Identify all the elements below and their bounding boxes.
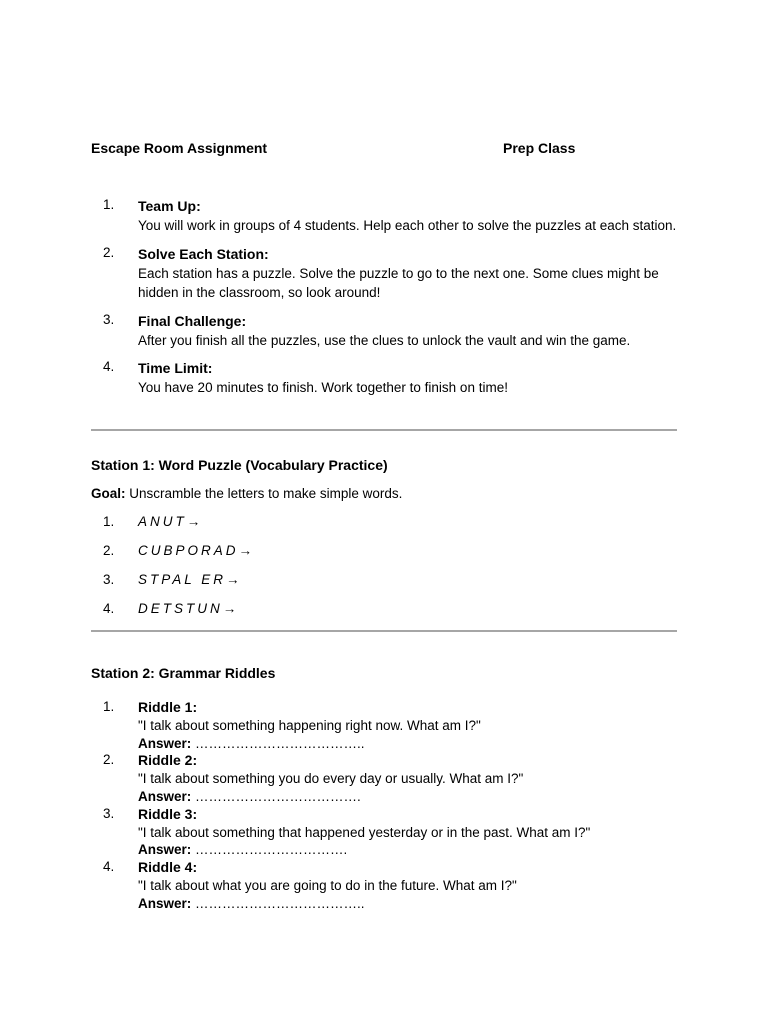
scrambled-word: ANUT→ [138, 514, 204, 529]
answer-line [138, 735, 678, 753]
riddle-title: Riddle 4: [138, 859, 198, 876]
answer-blank: ……………………………. [195, 842, 348, 858]
answer-line [138, 788, 678, 806]
rules-list [91, 197, 681, 407]
answer-line [138, 895, 678, 913]
list-number: 3. [103, 311, 115, 327]
answer-label: Answer: [138, 895, 192, 911]
rule-title: Solve Each Station: [138, 245, 269, 262]
list-number: 2. [103, 752, 115, 768]
list-number: 4. [103, 601, 115, 616]
list-item [91, 752, 681, 805]
scrambled-word: DETSTUN→ [138, 601, 240, 616]
list-item [91, 359, 681, 398]
answer-blank: ……………………………….. [195, 895, 365, 911]
riddle-text: "I talk about something that happened yesterday or in the past. What am I?" [138, 824, 591, 840]
goal-label: Goal: [91, 486, 126, 501]
list-number: 2. [103, 543, 115, 558]
scrambled-word: CUBPORAD→ [138, 543, 256, 558]
list-item [91, 699, 681, 752]
list-item [91, 859, 681, 912]
station1-goal [91, 486, 402, 501]
list-number: 1. [103, 699, 115, 714]
riddle-text: "I talk about what you are going to do in the future. What am I?" [138, 877, 517, 893]
section-divider [91, 429, 677, 431]
assignment-title: Escape Room Assignment [91, 140, 268, 156]
riddles-list [91, 699, 681, 913]
answer-line [138, 841, 678, 859]
list-item [91, 197, 681, 236]
list-number: 1. [103, 514, 115, 529]
class-label: Prep Class [503, 140, 576, 156]
list-item [91, 572, 681, 601]
list-number: 4. [103, 859, 115, 875]
section-divider [91, 630, 677, 632]
riddle-text: "I talk about something you do every day or usually. What am I?" [138, 771, 524, 787]
station2-title: Station 2: Grammar Riddles [91, 665, 276, 681]
scrambled-words-list [91, 514, 681, 630]
list-number: 3. [103, 805, 115, 821]
list-item [91, 312, 681, 351]
rule-title: Team Up: [138, 198, 201, 214]
rule-text: You will work in groups of 4 students. Help each other to solve the puzzles at each station. [138, 218, 677, 233]
answer-blank: ……………………………….. [195, 735, 365, 751]
scrambled-word: STPAL ER→ [138, 572, 243, 587]
rule-text: You have 20 minutes to finish. Work together to finish on time! [138, 380, 508, 395]
answer-label: Answer: [138, 842, 192, 858]
answer-blank: ………………………………. [195, 788, 361, 804]
list-number: 2. [103, 244, 115, 260]
riddle-title: Riddle 1: [138, 699, 198, 715]
riddle-title: Riddle 2: [138, 752, 198, 769]
answer-label: Answer: [138, 735, 192, 751]
rule-text: After you finish all the puzzles, use the clues to unlock the vault and win the game. [138, 332, 631, 348]
riddle-text: "I talk about something happening right now. What am I?" [138, 717, 481, 733]
rule-title: Time Limit: [138, 360, 213, 376]
list-item [91, 601, 681, 630]
list-number: 3. [103, 572, 115, 587]
list-item [91, 245, 681, 303]
rule-text: Each station has a puzzle. Solve the puzzle to go to the next one. Some clues might be hidden in the classroom, so look around! [138, 265, 659, 300]
answer-label: Answer: [138, 788, 192, 804]
rule-title: Final Challenge: [138, 312, 247, 329]
list-number: 4. [103, 359, 115, 374]
list-item [91, 806, 681, 859]
list-item [91, 514, 681, 543]
list-item [91, 543, 681, 572]
list-number: 1. [103, 197, 115, 212]
goal-text: Unscramble the letters to make simple words. [129, 486, 403, 501]
riddle-title: Riddle 3: [138, 805, 198, 822]
station1-title: Station 1: Word Puzzle (Vocabulary Practice) [91, 457, 388, 473]
